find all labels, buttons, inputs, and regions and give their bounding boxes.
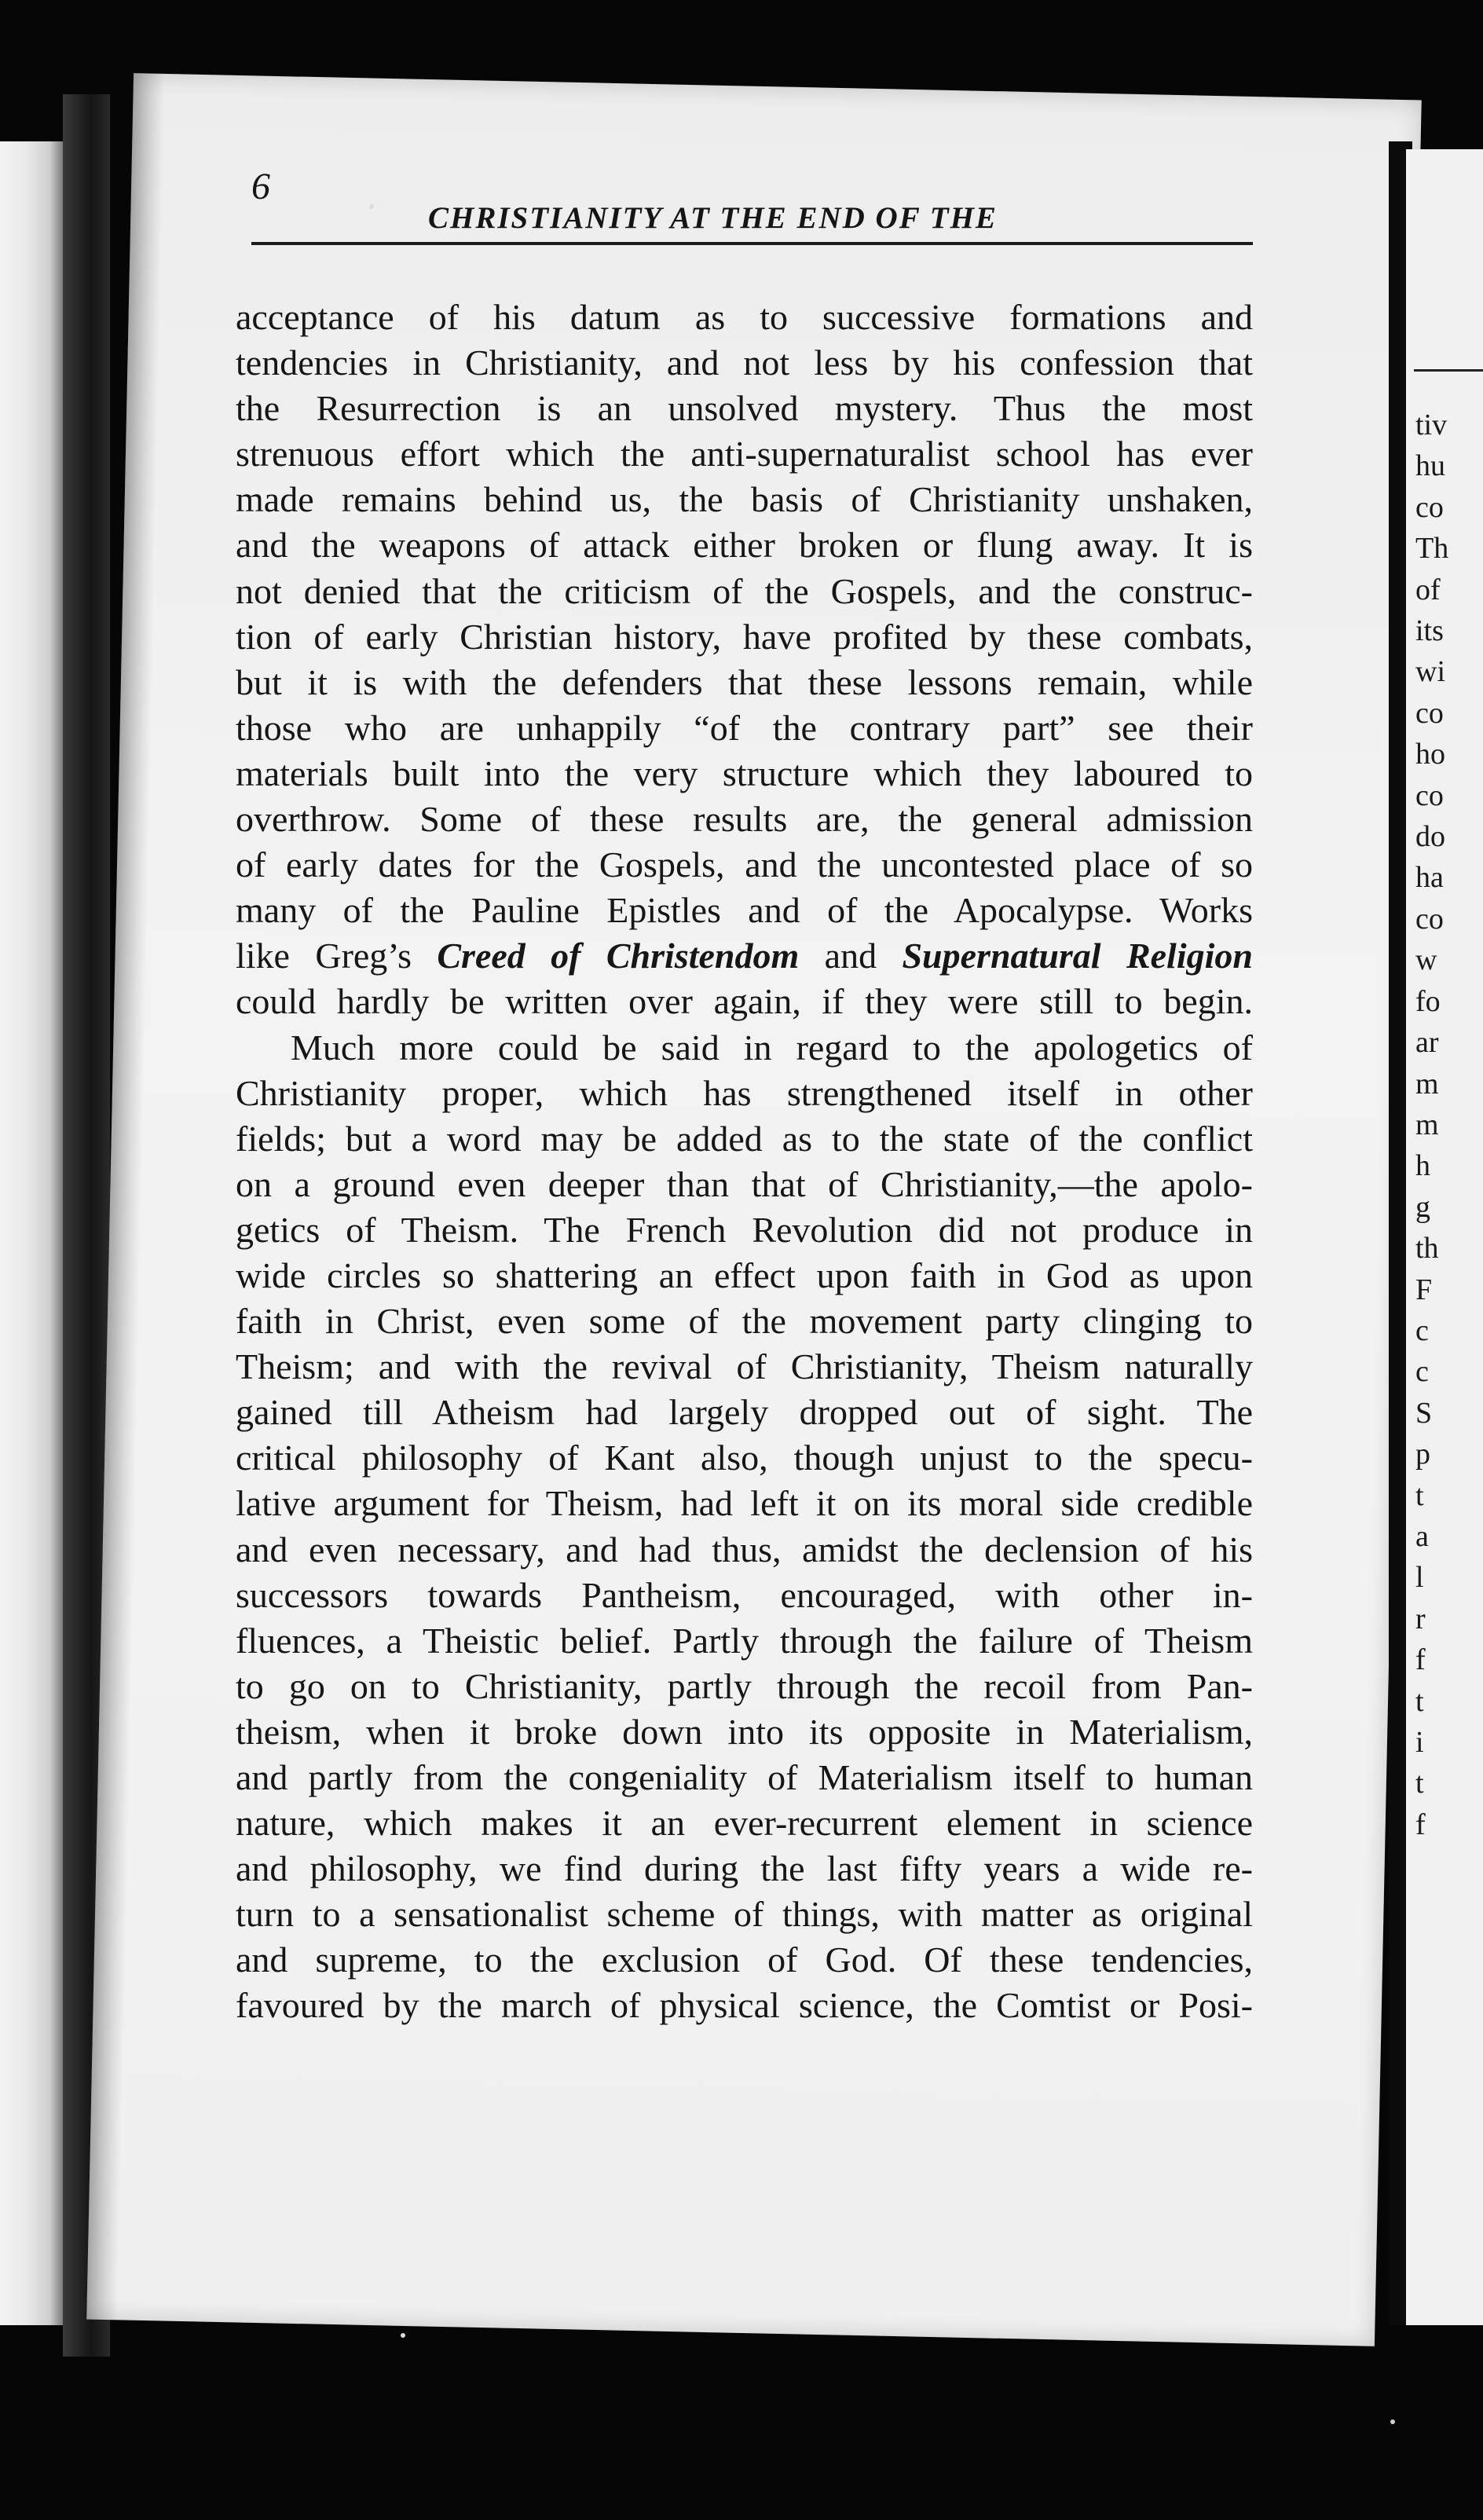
text-line: theism, when it broke down into its opposite in Materialism,: [236, 1711, 1253, 1752]
text-line: overthrow. Some of these results are, the general admission: [236, 799, 1253, 840]
text-line: Much more could be said in regard to the apologetics of: [291, 1027, 1253, 1068]
text-line: of early dates for the Gospels, and the uncontested place of so: [236, 844, 1253, 885]
text-line: critical philosophy of Kant also, though unjust to the specu-: [236, 1438, 1253, 1478]
text-line-segment: and: [799, 936, 903, 976]
next-page-fragment: of: [1415, 573, 1441, 606]
text-line: tion of early Christian history, have profited by these combats,: [236, 616, 1253, 657]
text-line: those who are unhappily “of the contrary part” see their: [236, 707, 1253, 748]
next-page-line-fragments: [1415, 405, 1483, 1845]
next-page-edge: [1406, 149, 1483, 2325]
previous-page-edge: [0, 141, 66, 2325]
text-line: could hardly be written over again, if they were still to begin.: [236, 981, 1253, 1022]
text-line: acceptance of his datum as to successive formations and: [236, 297, 1253, 337]
text-line: tendencies in Christianity, and not less by his confession that: [236, 342, 1253, 383]
next-page-fragment: th: [1415, 1232, 1439, 1265]
next-page-fragment: h: [1415, 1149, 1430, 1183]
text-line: [236, 933, 1253, 979]
text-line: fluences, a Theistic belief. Partly through the failure of Theism: [236, 1620, 1253, 1661]
next-page-fragment: t: [1415, 1767, 1424, 1800]
text-line: materials built into the very structure which they laboured to: [236, 753, 1253, 793]
text-line: strenuous effort which the anti-supernaturalist school has ever: [236, 434, 1253, 474]
next-page-fragment: ar: [1415, 1026, 1439, 1060]
text-line: not denied that the criticism of the Gospels, and the construc-: [236, 570, 1253, 611]
text-line: and partly from the congeniality of Materialism itself to human: [236, 1757, 1253, 1797]
header-rule: [251, 242, 1253, 245]
text-line: and supreme, to the exclusion of God. Of these tendencies,: [236, 1939, 1253, 1980]
text-line: made remains behind us, the basis of Christianity unshaken,: [236, 479, 1253, 520]
book-title-creed: Creed of Christendom: [437, 936, 800, 976]
text-line: turn to a sensationalist scheme of things, with matter as original: [236, 1894, 1253, 1935]
text-line: successors towards Pantheism, encouraged, with other in-: [236, 1574, 1253, 1615]
text-line: and the weapons of attack either broken or flung away. It is: [236, 525, 1253, 566]
text-line: getics of Theism. The French Revolution did not produce in: [236, 1209, 1253, 1250]
next-page-fragment: wi: [1415, 655, 1445, 689]
dust-speck: [369, 204, 374, 209]
next-page-fragment: t: [1415, 1684, 1424, 1718]
text-line: gained till Atheism had largely dropped out of sight. The: [236, 1392, 1253, 1433]
next-page-fragment: co: [1415, 696, 1444, 730]
next-page-fragment: r: [1415, 1602, 1426, 1635]
text-line: Christianity proper, which has strengthened itself in other: [236, 1072, 1253, 1113]
text-line: favoured by the march of physical science, the Comtist or Posi-: [236, 1985, 1253, 2026]
next-page-fragment: f: [1415, 1808, 1426, 1841]
text-line: nature, which makes it an ever-recurrent element in science: [236, 1803, 1253, 1844]
text-line: and philosophy, we find during the last fifty years a wide re-: [236, 1848, 1253, 1889]
text-line: wide circles so shattering an effect upon faith in God as upon: [236, 1255, 1253, 1295]
dust-speck: [401, 2333, 405, 2338]
next-page-fragment: ha: [1415, 861, 1444, 895]
book-title-supernatural: Supernatural Religion: [902, 936, 1253, 976]
page-number: 6: [251, 166, 270, 207]
next-page-fragment: c: [1415, 1355, 1429, 1389]
next-page-fragment: i: [1415, 1726, 1424, 1759]
text-line: faith in Christ, even some of the movement party clinging to: [236, 1301, 1253, 1342]
next-page-fragment: tiv: [1415, 408, 1448, 441]
next-page-fragment: its: [1415, 614, 1444, 648]
next-page-fragment: fo: [1415, 984, 1441, 1018]
next-page-fragment: p: [1415, 1438, 1430, 1471]
text-line: Theism; and with the revival of Christianity, Theism naturally: [236, 1346, 1253, 1387]
next-page-fragment: hu: [1415, 449, 1445, 483]
next-page-fragment: m: [1415, 1067, 1439, 1101]
next-page-fragment: l: [1415, 1561, 1424, 1595]
next-page-fragment: do: [1415, 820, 1445, 854]
text-line: lative argument for Theism, had left it on its moral side credible: [236, 1483, 1253, 1524]
text-line: and even necessary, and had thus, amidst the declension of his: [236, 1529, 1253, 1570]
next-page-fragment: m: [1415, 1108, 1439, 1141]
text-line: fields; but a word may be added as to the state of the conflict: [236, 1118, 1253, 1159]
text-line-segment: like Greg’s: [236, 936, 438, 976]
next-page-fragment: S: [1415, 1396, 1433, 1430]
next-page-header-rule: [1414, 369, 1483, 372]
next-page-fragment: Th: [1415, 532, 1449, 566]
text-line: many of the Pauline Epistles and of the Apocalypse. Works: [236, 890, 1253, 931]
text-line: to go on to Christianity, partly through the recoil from Pan-: [236, 1665, 1253, 1706]
next-page-fragment: c: [1415, 1313, 1429, 1347]
next-page-fragment: a: [1415, 1519, 1429, 1553]
next-page-fragment: t: [1415, 1478, 1424, 1512]
next-page-fragment: co: [1415, 902, 1444, 936]
next-page-fragment: w: [1415, 943, 1437, 977]
body-text: [236, 295, 1253, 2029]
next-page-fragment: ho: [1415, 738, 1445, 771]
next-page-fragment: co: [1415, 490, 1444, 524]
text-line: on a ground even deeper than that of Christianity,—the apolo-: [236, 1163, 1253, 1204]
running-title: CHRISTIANITY AT THE END OF THE: [428, 201, 998, 235]
dust-speck: [1390, 2419, 1395, 2424]
text-line: but it is with the defenders that these lessons remain, while: [236, 661, 1253, 702]
next-page-fragment: g: [1415, 1190, 1430, 1224]
next-page-fragment: F: [1415, 1273, 1433, 1306]
text-line: the Resurrection is an unsolved mystery. Thus the most: [236, 388, 1253, 429]
next-page-fragment: co: [1415, 778, 1444, 812]
next-page-fragment: f: [1415, 1643, 1426, 1677]
